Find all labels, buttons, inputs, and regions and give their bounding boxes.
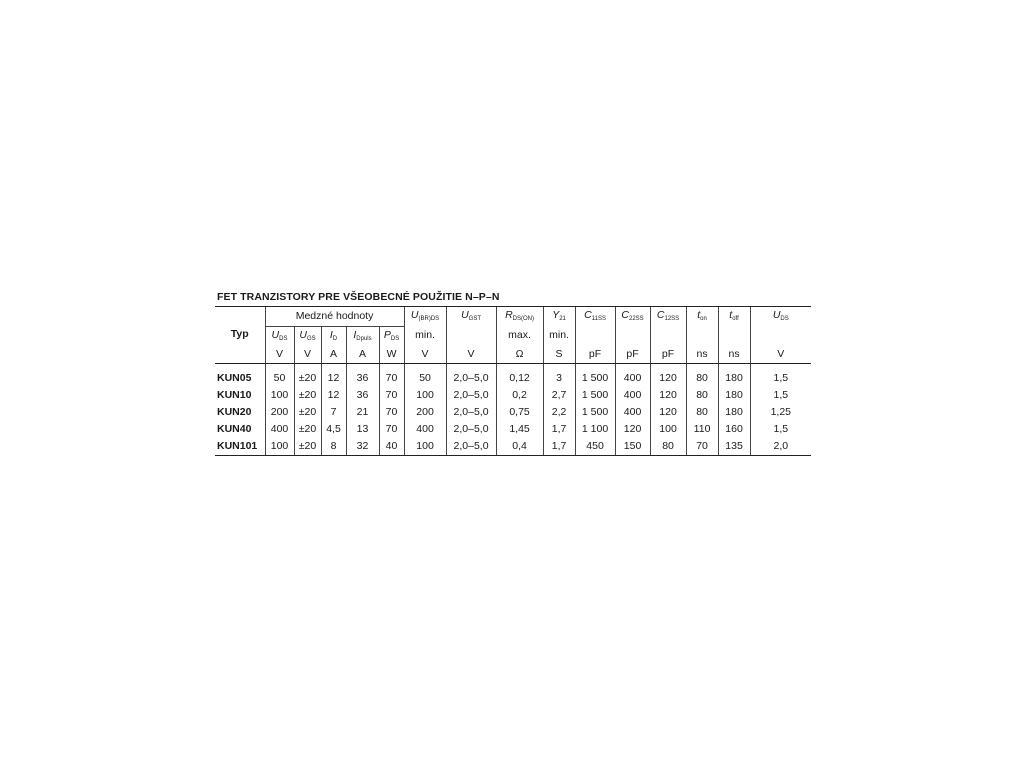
value-cell: 8 [321, 438, 346, 456]
value-cell: 120 [650, 404, 686, 421]
value-cell: 400 [265, 421, 294, 438]
header-unit: V [750, 346, 811, 364]
header-qualifier [750, 326, 811, 346]
header-unit: V [404, 346, 446, 364]
header-param [543, 307, 575, 327]
value-cell: 120 [615, 421, 650, 438]
value-cell: 80 [686, 404, 718, 421]
value-cell: 21 [346, 404, 379, 421]
header-unit: ns [718, 346, 750, 364]
value-cell: 80 [650, 438, 686, 456]
value-cell: 70 [379, 387, 404, 404]
value-cell: 2,0–5,0 [446, 363, 496, 387]
value-cell: 400 [615, 404, 650, 421]
header-param [496, 307, 543, 327]
value-cell: 200 [404, 404, 446, 421]
table-title: FET TRANZISTORY PRE VŠEOBECNÉ POUŽITIE N–P–N [217, 291, 500, 303]
header-unit: W [379, 346, 404, 364]
value-cell: 1,45 [496, 421, 543, 438]
type-cell: KUN101 [215, 438, 265, 456]
value-cell: 0,75 [496, 404, 543, 421]
header-unit: ns [686, 346, 718, 364]
header-param [294, 326, 321, 346]
header-param [718, 307, 750, 327]
value-cell: 2,0–5,0 [446, 404, 496, 421]
value-cell: 12 [321, 387, 346, 404]
value-cell: 50 [404, 363, 446, 387]
param-symbol: $C_{12SS}$ [656, 309, 680, 322]
header-param [686, 307, 718, 327]
table-row [215, 363, 811, 387]
value-cell: ±20 [294, 387, 321, 404]
param-symbol: $t_{on}$ [697, 309, 707, 322]
header-unit: S [543, 346, 575, 364]
param-symbol: $P_{DS}$ [383, 328, 400, 342]
header-group-limits: Medzné hodnoty [265, 307, 404, 327]
value-cell: 450 [575, 438, 615, 456]
header-param [265, 326, 294, 346]
header-qualifier [718, 326, 750, 346]
value-cell: 70 [379, 404, 404, 421]
value-cell: 400 [615, 387, 650, 404]
value-cell: 100 [650, 421, 686, 438]
header-unit: A [321, 346, 346, 364]
header-param [321, 326, 346, 346]
param-symbol: $C_{11SS}$ [584, 309, 606, 322]
value-cell: 1,7 [543, 421, 575, 438]
value-cell: 120 [650, 363, 686, 387]
header-param [446, 307, 496, 327]
value-cell: 70 [379, 363, 404, 387]
header-qualifier [446, 326, 496, 346]
value-cell: 7 [321, 404, 346, 421]
param-symbol: $U_{DS}$ [271, 328, 288, 342]
value-cell: 2,0–5,0 [446, 421, 496, 438]
header-unit: pF [615, 346, 650, 364]
value-cell: 120 [650, 387, 686, 404]
value-cell: 2,0 [750, 438, 811, 456]
header-qualifier [686, 326, 718, 346]
header-qualifier [650, 326, 686, 346]
param-symbol: $U_{GST}$ [461, 309, 482, 322]
value-cell: 12 [321, 363, 346, 387]
value-cell: 50 [265, 363, 294, 387]
value-cell: 100 [404, 438, 446, 456]
header-unit: Ω [496, 346, 543, 364]
header-qualifier: max. [496, 326, 543, 346]
value-cell: 2,2 [543, 404, 575, 421]
value-cell: 100 [265, 438, 294, 456]
header-unit: V [446, 346, 496, 364]
value-cell: 80 [686, 387, 718, 404]
value-cell: 2,0–5,0 [446, 387, 496, 404]
value-cell: 100 [265, 387, 294, 404]
header-param [346, 326, 379, 346]
value-cell: 0,4 [496, 438, 543, 456]
header-unit: V [265, 346, 294, 364]
transistor-table [215, 306, 811, 456]
value-cell: 1 500 [575, 404, 615, 421]
header-qualifier [615, 326, 650, 346]
header-param [750, 307, 811, 327]
header-param [615, 307, 650, 327]
header-type: Typ [215, 307, 265, 364]
document-page [215, 291, 811, 456]
header-unit: pF [575, 346, 615, 364]
value-cell: ±20 [294, 404, 321, 421]
table-body [215, 363, 811, 455]
value-cell: 2,0–5,0 [446, 438, 496, 456]
value-cell: 135 [718, 438, 750, 456]
param-symbol: $Y_{21}$ [552, 309, 566, 322]
value-cell: 2,7 [543, 387, 575, 404]
table-row [215, 404, 811, 421]
value-cell: 1,7 [543, 438, 575, 456]
type-cell: KUN40 [217, 422, 252, 435]
table-row [215, 387, 811, 404]
value-cell: 3 [543, 363, 575, 387]
header-unit: pF [650, 346, 686, 364]
value-cell: 36 [346, 387, 379, 404]
value-cell: 100 [404, 387, 446, 404]
value-cell: 36 [346, 363, 379, 387]
value-cell: 1 100 [575, 421, 615, 438]
param-symbol: $I_{Dpuls}$ [353, 328, 372, 342]
param-symbol: $R_{DS(ON)}$ [505, 309, 535, 322]
value-cell: 0,2 [496, 387, 543, 404]
value-cell: 1,25 [750, 404, 811, 421]
param-symbol: $U_{GS}$ [299, 328, 316, 342]
value-cell: ±20 [294, 421, 321, 438]
value-cell: 150 [615, 438, 650, 456]
value-cell: 180 [718, 404, 750, 421]
value-cell: 70 [686, 438, 718, 456]
value-cell: 1,5 [750, 421, 811, 438]
param-symbol: $I_D$ [329, 328, 338, 342]
value-cell: 4,5 [321, 421, 346, 438]
value-cell: ±20 [294, 438, 321, 456]
table-row [215, 421, 811, 438]
value-cell: 0,12 [496, 363, 543, 387]
value-cell: 180 [718, 387, 750, 404]
value-cell: 13 [346, 421, 379, 438]
type-cell: KUN20 [217, 405, 252, 418]
param-symbol: $U_{(BR)DS}$ [410, 309, 440, 322]
value-cell: 400 [404, 421, 446, 438]
value-cell: 1,5 [750, 363, 811, 387]
value-cell: 400 [615, 363, 650, 387]
header-param [575, 307, 615, 327]
value-cell: 1 500 [575, 363, 615, 387]
header-qualifier [575, 326, 615, 346]
table-row [215, 438, 811, 456]
header-qualifier: min. [404, 326, 446, 346]
header-param [650, 307, 686, 327]
value-cell: 32 [346, 438, 379, 456]
value-cell: 80 [686, 363, 718, 387]
type-cell: KUN10 [217, 388, 252, 401]
param-symbol: $t_{off}$ [729, 309, 739, 322]
value-cell: 160 [718, 421, 750, 438]
value-cell: 1,5 [750, 387, 811, 404]
value-cell: ±20 [294, 363, 321, 387]
header-unit: V [294, 346, 321, 364]
param-symbol: $U_{DS}$ [772, 309, 789, 322]
value-cell: 40 [379, 438, 404, 456]
value-cell: 110 [686, 421, 718, 438]
header-param [379, 326, 404, 346]
value-cell: 200 [265, 404, 294, 421]
value-cell: 70 [379, 421, 404, 438]
header-qualifier: min. [543, 326, 575, 346]
value-cell: 1 500 [575, 387, 615, 404]
header-param [404, 307, 446, 327]
param-symbol: $C_{22SS}$ [621, 309, 644, 322]
header-unit: A [346, 346, 379, 364]
type-cell: KUN05 [217, 371, 252, 384]
table-header [215, 307, 811, 364]
value-cell: 180 [718, 363, 750, 387]
